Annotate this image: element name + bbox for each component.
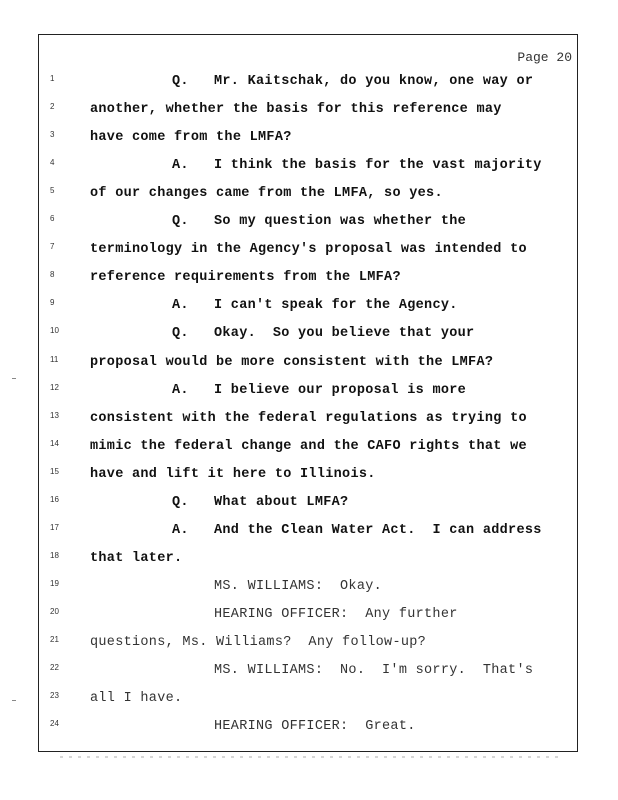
line-text: mimic the federal change and the CAFO rights that we — [90, 438, 527, 454]
line-number: 5 — [50, 186, 55, 196]
line-text: terminology in the Agency's proposal was intended to — [90, 242, 527, 258]
transcript-line — [0, 242, 600, 262]
line-text: reference requirements from the LMFA? — [90, 270, 401, 286]
transcript-line — [0, 663, 600, 683]
line-text: MS. WILLIAMS: No. I'm sorry. That's — [214, 663, 534, 679]
line-number: 23 — [50, 691, 59, 701]
transcript-line — [0, 439, 600, 459]
margin-mark — [12, 378, 16, 379]
line-text: another, whether the basis for this reference may — [90, 102, 502, 118]
line-text: HEARING OFFICER: Any further — [214, 606, 458, 622]
line-number: 15 — [50, 466, 59, 476]
line-text: questions, Ms. Williams? Any follow-up? — [90, 635, 427, 650]
transcript-line — [0, 130, 600, 150]
page-number: Page 20 — [517, 50, 572, 65]
transcript-line — [0, 467, 600, 487]
line-number: 19 — [50, 578, 59, 588]
line-text: A. I believe our proposal is more — [172, 382, 467, 398]
line-number: 11 — [50, 354, 59, 364]
line-text: A. I can't speak for the Agency. — [172, 298, 458, 314]
transcript-line — [0, 102, 600, 122]
line-text: all I have. — [90, 691, 183, 707]
transcript-line — [0, 691, 600, 711]
line-text: Q. So my question was whether the — [172, 214, 467, 230]
line-number: 20 — [50, 606, 59, 616]
transcript-line — [0, 607, 600, 627]
line-text: Q. What about LMFA? — [172, 494, 349, 510]
line-number: 10 — [50, 326, 59, 336]
line-text: have and lift it here to Illinois. — [90, 466, 376, 482]
line-text: Q. Okay. So you believe that your — [172, 326, 475, 342]
transcript-line — [0, 411, 600, 431]
line-text: HEARING OFFICER: Great. — [214, 719, 416, 735]
transcript-line — [0, 355, 600, 375]
line-text: proposal would be more consistent with the LMFA? — [90, 354, 494, 370]
transcript-line — [0, 158, 600, 178]
transcript-line — [0, 383, 600, 403]
line-number: 2 — [50, 102, 55, 112]
transcript-line — [0, 719, 600, 739]
line-text: that later. — [90, 550, 183, 566]
line-text: A. I think the basis for the vast majority — [172, 158, 542, 174]
line-number: 12 — [50, 382, 59, 392]
transcript-line — [0, 635, 600, 655]
transcript-line — [0, 74, 600, 94]
line-number: 22 — [50, 663, 59, 673]
line-number: 17 — [50, 522, 59, 532]
transcript-line — [0, 214, 600, 234]
line-number: 8 — [50, 270, 55, 280]
scan-artifact — [60, 756, 560, 758]
line-text: of our changes came from the LMFA, so yes. — [90, 186, 443, 202]
line-number: 16 — [50, 494, 59, 504]
transcript-line — [0, 298, 600, 318]
line-text: A. And the Clean Water Act. I can address — [172, 522, 542, 538]
line-number: 18 — [50, 550, 59, 560]
line-text: Q. Mr. Kaitschak, do you know, one way or — [172, 74, 534, 89]
transcript-line — [0, 579, 600, 599]
line-number: 4 — [50, 158, 55, 168]
line-number: 9 — [50, 298, 55, 308]
transcript-line — [0, 270, 600, 290]
line-text: consistent with the federal regulations as trying to — [90, 410, 527, 426]
line-number: 14 — [50, 438, 59, 448]
transcript-line — [0, 523, 600, 543]
line-text: have come from the LMFA? — [90, 130, 292, 146]
line-number: 7 — [50, 242, 55, 252]
margin-mark — [12, 700, 16, 701]
line-number: 21 — [50, 635, 59, 644]
transcript-line — [0, 186, 600, 206]
line-number: 6 — [50, 214, 55, 224]
line-number: 3 — [50, 130, 55, 140]
transcript-line — [0, 326, 600, 346]
line-number: 24 — [50, 719, 59, 729]
transcript-line — [0, 495, 600, 515]
line-number: 13 — [50, 410, 59, 420]
transcript-line — [0, 551, 600, 571]
line-text: MS. WILLIAMS: Okay. — [214, 578, 383, 594]
line-number: 1 — [50, 74, 55, 83]
